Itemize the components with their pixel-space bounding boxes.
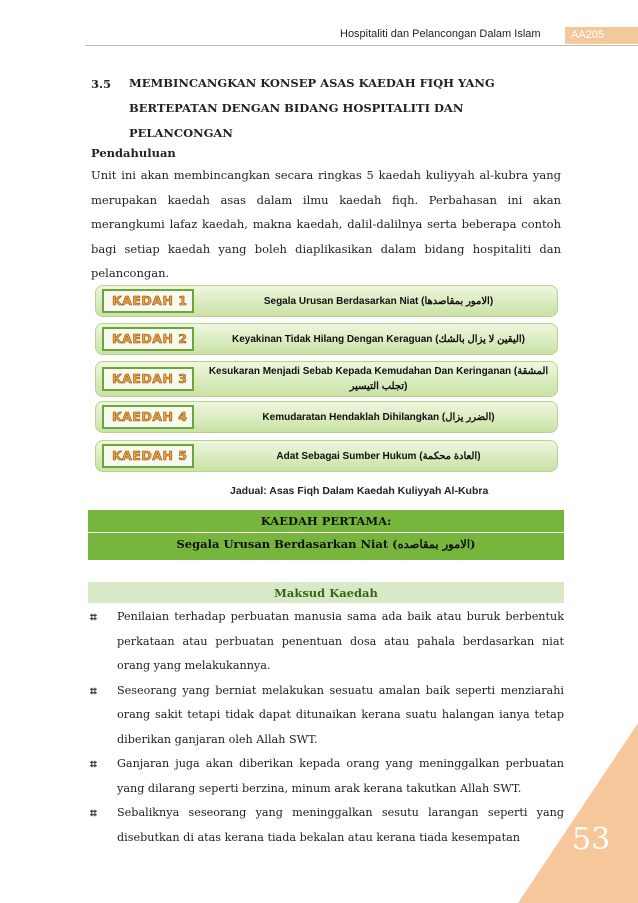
kaedah-pertama-subtitle: Segala Urusan Berdasarkan Niat (الامور بمقاصده) <box>176 537 476 551</box>
kaedah-tag-5: KAEDAH 5 <box>102 444 194 468</box>
list-item-text: Ganjaran juga akan diberikan kepada orang yang meninggalkan perbuatan yang dilarang seperti berzina, minum arak kerana takutkan Allah SWT. <box>117 757 564 795</box>
kaedah-text-3: Kesukaran Menjadi Sebab Kepada Kemudahan Dan Keringanan (المشقة تجلب التيسير) <box>208 366 549 392</box>
kaedah-text-5: Adat Sebagai Sumber Hukum (العادة محكمة) <box>276 450 481 462</box>
kaedah-text-4: Kemudaratan Hendaklah Dihilangkan (الضرر يزال) <box>262 411 495 423</box>
list-item <box>88 679 564 753</box>
page-number: 53 <box>572 822 611 857</box>
kaedah-pertama-divider <box>88 532 564 533</box>
list-item-text: Penilaian terhadap perbuatan manusia sama ada baik atau buruk berbentuk perkataan atau perbuatan penentuan dosa atau pahala berdasarkan niat orang yang melakukannya. <box>117 610 564 672</box>
maksud-list <box>88 605 564 850</box>
kaedah-row-4 <box>95 401 558 433</box>
kaedah-row-3 <box>95 361 558 397</box>
list-item-text: Sebaliknya seseorang yang meninggalkan sesutu larangan seperti yang disebutkan di atas kerana tiada bekalan atau kerana tiada kesempatan <box>117 806 564 844</box>
running-header-title: Hospitaliti dan Pelancongan Dalam Islam <box>340 28 541 40</box>
header-divider <box>85 45 638 46</box>
kaedah-tag-4: KAEDAH 4 <box>102 405 194 429</box>
intro-paragraph: Unit ini akan membincangkan secara ringkas 5 kaedah kuliyyah al-kubra yang merupakan kaedah asas dalam ilmu kaedah fiqh. Perbahasan ini akan merangkumi lafaz kaedah, makna kaedah, dalil-dalilnya serta beberapa contoh bagi setiap kaedah yang boleh diaplikasikan dalam bidang hospitaliti dan pelancongan. <box>91 168 561 280</box>
kaedah-tag-2: KAEDAH 2 <box>102 327 194 351</box>
hash-bullet-icon: ⌗ <box>90 610 97 624</box>
list-item-text: Seseorang yang berniat melakukan sesuatu amalan baik seperti menziarahi orang sakit tetapi tidak dapat ditunaikan kerana suatu halangan ianya tetap diberikan ganjaran oleh Allah SWT. <box>117 683 564 746</box>
list-item <box>88 752 564 801</box>
kaedah-row-5 <box>95 440 558 472</box>
course-code-badge: AA205 <box>565 27 638 44</box>
hash-bullet-icon: ⌗ <box>90 757 97 771</box>
page-corner-decoration <box>518 723 638 903</box>
kaedah-row-2 <box>95 323 558 355</box>
kaedah-tag-3: KAEDAH 3 <box>102 367 194 391</box>
table-caption: Jadual: Asas Fiqh Dalam Kaedah Kuliyyah Al-Kubra <box>230 485 489 497</box>
list-item <box>88 801 564 850</box>
maksud-title: Maksud Kaedah <box>274 586 378 600</box>
list-item <box>88 605 564 679</box>
intro-heading: Pendahuluan <box>91 146 176 160</box>
kaedah-text-2: Keyakinan Tidak Hilang Dengan Keraguan (اليقين لا يزال بالشك) <box>231 333 526 345</box>
kaedah-row-1 <box>95 285 558 317</box>
hash-bullet-icon: ⌗ <box>90 683 97 698</box>
hash-bullet-icon: ⌗ <box>90 806 97 820</box>
section-number: 3.5 <box>91 77 112 91</box>
kaedah-tag-1: KAEDAH 1 <box>102 289 194 313</box>
kaedah-text-1: Segala Urusan Berdasarkan Niat (الامور بمقاصدها) <box>263 295 494 307</box>
section-title: MEMBINCANGKAN KONSEP ASAS KAEDAH FIQH YANG BERTEPATAN DENGAN BIDANG HOSPITALITI DAN PELANCONGAN <box>129 76 495 140</box>
kaedah-pertama-title: KAEDAH PERTAMA: <box>260 514 392 528</box>
